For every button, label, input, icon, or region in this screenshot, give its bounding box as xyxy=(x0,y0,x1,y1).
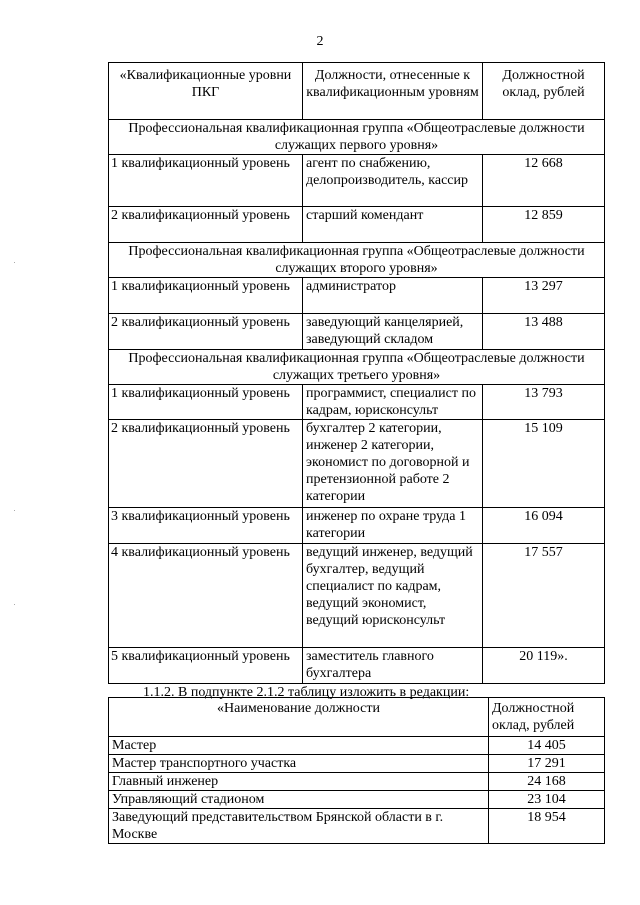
table-row xyxy=(109,755,605,773)
table-row xyxy=(109,648,605,684)
qualification-level: 3 квалификационный уровень xyxy=(109,508,303,544)
group-title-level-2: Профессиональная квалификационная группа «Общеотраслевые должности служащих второго уровня» xyxy=(109,243,605,278)
salary: 17 557 xyxy=(483,544,605,648)
salary: 16 094 xyxy=(483,508,605,544)
header-positions: Должности, отнесенные к квалификационным уровням xyxy=(303,63,483,120)
salary: 13 488 xyxy=(483,314,605,350)
positions: старший комендант xyxy=(303,207,483,243)
table-row xyxy=(109,773,605,791)
positions: заместитель главного бухгалтера xyxy=(303,648,483,684)
table-row xyxy=(109,791,605,809)
positions: инженер по охране труда 1 категории xyxy=(303,508,483,544)
salary: 12 668 xyxy=(483,155,605,207)
salary: 13 297 xyxy=(483,278,605,314)
qualification-level: 1 квалификационный уровень xyxy=(109,155,303,207)
position-name: Управляющий стадионом xyxy=(109,791,489,809)
salary: 18 954 xyxy=(489,809,605,844)
table-row xyxy=(109,207,605,243)
qualification-level: 1 квалификационный уровень xyxy=(109,278,303,314)
qualification-level: 5 квалификационный уровень xyxy=(109,648,303,684)
salary: 17 291 xyxy=(489,755,605,773)
positions: заведующий канцелярией, заведующий складом xyxy=(303,314,483,350)
positions: ведущий инженер, ведущий бухгалтер, ведущий специалист по кадрам, ведущий экономист, ведущий юрисконсульт xyxy=(303,544,483,648)
table-row xyxy=(109,544,605,648)
salary: 12 859 xyxy=(483,207,605,243)
positions: программист, специалист по кадрам, юрисконсульт xyxy=(303,385,483,420)
amendment-paragraph: 1.1.2. В подпункте 2.1.2 таблицу изложить в редакции: xyxy=(143,685,470,700)
salary: 24 168 xyxy=(489,773,605,791)
header-salary: Должностной оклад, рублей xyxy=(483,63,605,120)
group-row xyxy=(109,243,605,278)
page-number: 2 xyxy=(316,34,324,49)
positions: бухгалтер 2 категории, инженер 2 категории, экономист по договорной и претензионной работе 2 категории xyxy=(303,420,483,508)
table-row xyxy=(109,314,605,350)
table-row xyxy=(109,420,605,508)
positions: администратор xyxy=(303,278,483,314)
header-salary: Должностной оклад, рублей xyxy=(489,698,605,737)
qualification-level: 2 квалификационный уровень xyxy=(109,207,303,243)
salary: 14 405 xyxy=(489,737,605,755)
table-row xyxy=(109,155,605,207)
table-row xyxy=(109,737,605,755)
group-title-level-1: Профессиональная квалификационная группа «Общеотраслевые должности служащих первого уровня» xyxy=(109,120,605,155)
group-title-level-3: Профессиональная квалификационная группа «Общеотраслевые должности служащих третьего уровня» xyxy=(109,350,605,385)
salary: 15 109 xyxy=(483,420,605,508)
table-header-row xyxy=(109,698,605,737)
qualification-level: 1 квалификационный уровень xyxy=(109,385,303,420)
group-row xyxy=(109,120,605,155)
qualification-table xyxy=(108,62,605,684)
header-qualification-levels: «Квалификационные уровни ПКГ xyxy=(109,63,303,120)
qualification-level: 2 квалификационный уровень xyxy=(109,420,303,508)
table-header-row xyxy=(109,63,605,120)
qualification-level: 2 квалификационный уровень xyxy=(109,314,303,350)
position-name: Мастер транспортного участка xyxy=(109,755,489,773)
table-row xyxy=(109,278,605,314)
position-name: Заведующий представительством Брянской области в г. Москве xyxy=(109,809,489,844)
position-name: Мастер xyxy=(109,737,489,755)
positions-salary-table xyxy=(108,697,605,844)
table-row xyxy=(109,809,605,844)
header-position-name: «Наименование должности xyxy=(109,698,489,737)
salary: 23 104 xyxy=(489,791,605,809)
position-name: Главный инженер xyxy=(109,773,489,791)
salary: 13 793 xyxy=(483,385,605,420)
table-row xyxy=(109,385,605,420)
table-row xyxy=(109,508,605,544)
group-row xyxy=(109,350,605,385)
salary: 20 119». xyxy=(483,648,605,684)
qualification-level: 4 квалификационный уровень xyxy=(109,544,303,648)
positions: агент по снабжению, делопроизводитель, кассир xyxy=(303,155,483,207)
